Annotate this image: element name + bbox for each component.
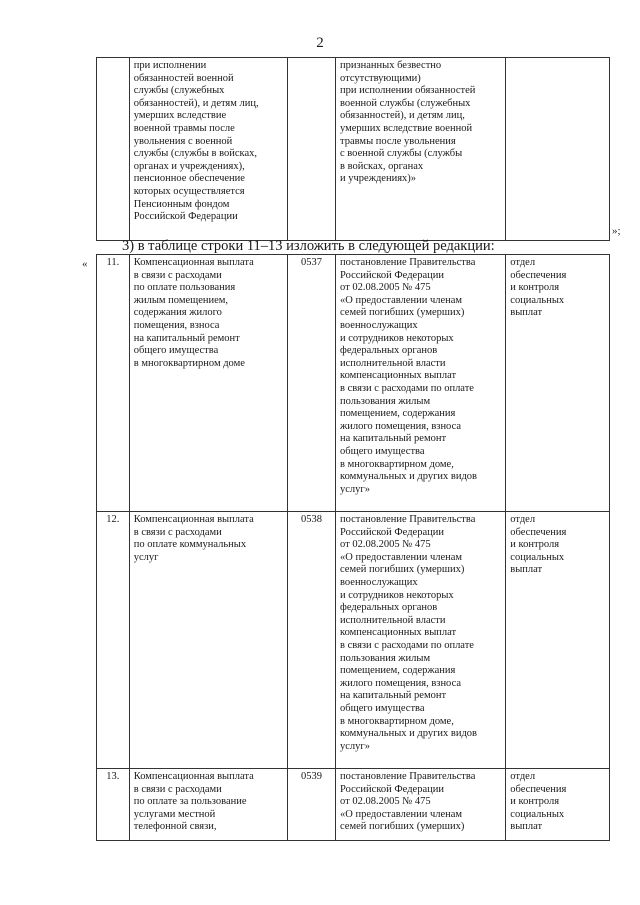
payment-name-cell: при исполнении обязанностей военной службы (служебных обязанностей), и детям лиц, умерших вследствие военной травмы после увольнения с военной службы (службы в войсках, органах и учреждениях), пенсионное обеспечение которых осуществляется Пенсионным фондом Российской Федерации (129, 58, 287, 241)
row-number-cell: 12. (97, 512, 130, 769)
legal-basis-cell: постановление Правительства Российской Федерации от 02.08.2005 № 475 «О предоставлении членам семей погибших (умерших) военнослужащих и сотрудников некоторых федеральных органов исполнительной власти компенсационных выплат в связи с расходами по оплате пользования жилым помещением, содержания жилого помещения, взноса на капитальный ремонт общего имущества в многоквартирном доме, коммунальных и других видов услуг» (336, 255, 506, 512)
page-number: 2 (316, 35, 324, 51)
closing-quote-mark: »; (612, 225, 621, 237)
row-number-cell (97, 58, 130, 241)
code-cell: 0537 (288, 255, 336, 512)
table-row (97, 58, 610, 241)
row-number-cell: 11. (97, 255, 130, 512)
row-number-cell: 13. (97, 769, 130, 841)
payment-name-cell: Компенсационная выплата в связи с расходами по оплате за пользование услугами местной телефонной связи, (129, 769, 287, 841)
legal-basis-cell: признанных безвестно отсутствующими) при исполнении обязанностей военной службы (служебных обязанностей), и детям лиц, умерших вследствие военной травмы после увольнения с военной службы (службы в войсках, органах и учреждениях)» (336, 58, 506, 241)
code-cell: 0538 (288, 512, 336, 769)
legal-basis-cell: постановление Правительства Российской Федерации от 02.08.2005 № 475 «О предоставлении членам семей погибших (умерших) военнослужащих и сотрудников некоторых федеральных органов исполнительной власти компенсационных выплат в связи с расходами по оплате пользования жилым помещением, содержания жилого помещения, взноса на капитальный ремонт общего имущества в многоквартирном доме, коммунальных и других видов услуг» (336, 512, 506, 769)
legal-basis-cell: постановление Правительства Российской Федерации от 02.08.2005 № 475 «О предоставлении членам семей погибших (умерших) (336, 769, 506, 841)
department-cell: отдел обеспечения и контроля социальных выплат (506, 512, 610, 769)
table-row (97, 512, 610, 769)
payment-name-cell: Компенсационная выплата в связи с расходами по оплате пользования жилым помещением, содержания жилого помещения, взноса на капитальный ремонт общего имущества в многоквартирном доме (129, 255, 287, 512)
payment-name-cell: Компенсационная выплата в связи с расходами по оплате коммунальных услуг (129, 512, 287, 769)
code-cell (288, 58, 336, 241)
replacement-table (96, 254, 610, 841)
opening-quote-mark: « (82, 258, 88, 270)
department-cell: отдел обеспечения и контроля социальных выплат (506, 255, 610, 512)
department-cell: отдел обеспечения и контроля социальных выплат (506, 769, 610, 841)
continued-table (96, 57, 610, 241)
department-cell (506, 58, 610, 241)
table-row (97, 769, 610, 841)
instruction-text: 3) в таблице строки 11–13 изложить в следующей редакции: (122, 238, 495, 254)
code-cell: 0539 (288, 769, 336, 841)
table-row (97, 255, 610, 512)
